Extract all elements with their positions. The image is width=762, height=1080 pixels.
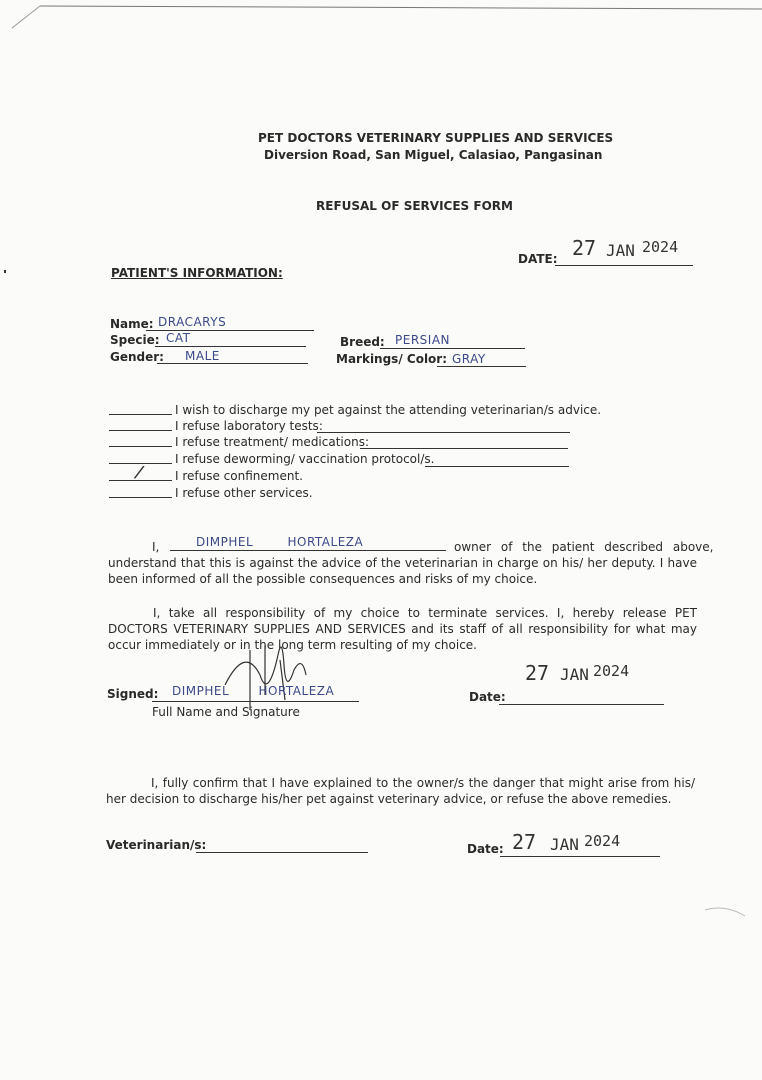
deworming-line[interactable] (425, 466, 569, 467)
breed-label: Breed: (340, 335, 385, 349)
option-discharge: I wish to discharge my pet against the attending veterinarian/s advice. (175, 403, 602, 417)
patient-info-heading: PATIENT'S INFORMATION: (111, 266, 283, 280)
specie-line (155, 346, 306, 347)
date-stamp-month: JAN (606, 241, 635, 260)
vet-label: Veterinarian/s: (106, 838, 207, 852)
date-stamp-day: 27 (572, 236, 597, 260)
lab-tests-line[interactable] (317, 432, 570, 433)
option-confinement: I refuse confinement. (175, 469, 303, 483)
vet-stamp-day: 27 (512, 830, 537, 854)
name-value: DRACARYS (158, 315, 227, 329)
specie-label: Specie: (110, 333, 160, 347)
signed-date-line (499, 704, 664, 705)
statement-rest: understand that this is against the advice of the veterinarian in charge on his/ her deputy. I have been informed of all the possible consequences and risks of my choice. (108, 556, 697, 586)
option-blank[interactable] (109, 430, 172, 431)
vet-date-line (500, 856, 660, 857)
owner-name-line (170, 550, 446, 551)
date-line (555, 265, 693, 266)
option-blank[interactable] (109, 480, 172, 481)
option-blank[interactable] (109, 497, 172, 498)
treatment-line[interactable] (360, 448, 568, 449)
markings-value: GRAY (452, 352, 486, 366)
clinic-name: PET DOCTORS VETERINARY SUPPLIES AND SERVICES (258, 131, 614, 145)
gender-value: MALE (185, 349, 220, 363)
vet-date-label: Date: (467, 842, 504, 856)
statement-i: I, (152, 540, 160, 554)
option-lab-tests: I refuse laboratory tests: (175, 419, 323, 433)
vet-stamp-year: 2024 (584, 832, 621, 850)
signed-label: Signed: (107, 687, 159, 701)
name-label: Name: (110, 317, 154, 331)
signed-caption: Full Name and Signature (152, 705, 300, 719)
option-deworming: I refuse deworming/ vaccination protocol/s. (175, 452, 435, 466)
owner-name-value: DIMPHEL HORTALEZA (196, 535, 364, 549)
option-treatment: I refuse treatment/ medications: (175, 435, 369, 449)
markings-line (437, 366, 526, 367)
check-mark: / (132, 461, 146, 484)
form-title: REFUSAL OF SERVICES FORM (316, 199, 513, 213)
signed-date-label: Date: (469, 690, 506, 704)
vet-line (196, 852, 368, 853)
signed-line (152, 701, 359, 702)
specie-value: CAT (166, 331, 191, 345)
breed-value: PERSIAN (395, 333, 450, 347)
clinic-address: Diversion Road, San Miguel, Calasiao, Pangasinan (264, 148, 603, 162)
signed-value: DIMPHEL HORTALEZA (172, 684, 335, 698)
date-stamp-year: 2024 (642, 238, 679, 256)
gender-line (157, 363, 308, 364)
option-other: I refuse other services. (175, 486, 313, 500)
responsibility-paragraph: I, take all responsibility of my choice to terminate services. I, hereby release PET DOCTORS VETERINARY SUPPLIES AND SERVICES and its staff of all responsibility for what may occur immediately or in the long term resulting of my choice. (108, 606, 697, 652)
signed-stamp-day: 27 (525, 661, 550, 685)
confirm-paragraph: I, fully confirm that I have explained to the owner/s the danger that might arise from his/ her decision to discharge his/her pet against veterinary advice, or refuse the above remedies. (106, 776, 695, 806)
gender-label: Gender: (110, 350, 164, 364)
date-label: DATE: (518, 252, 558, 266)
markings-label: Markings/ Color: (336, 352, 448, 366)
option-blank[interactable] (109, 414, 172, 415)
signed-stamp-year: 2024 (593, 662, 630, 680)
breed-line (380, 348, 525, 349)
statement-line1-suffix: owner of the patient described above, (454, 540, 714, 554)
option-blank[interactable] (109, 446, 172, 447)
vet-stamp-month: JAN (550, 835, 579, 854)
signed-stamp-month: JAN (560, 665, 589, 684)
